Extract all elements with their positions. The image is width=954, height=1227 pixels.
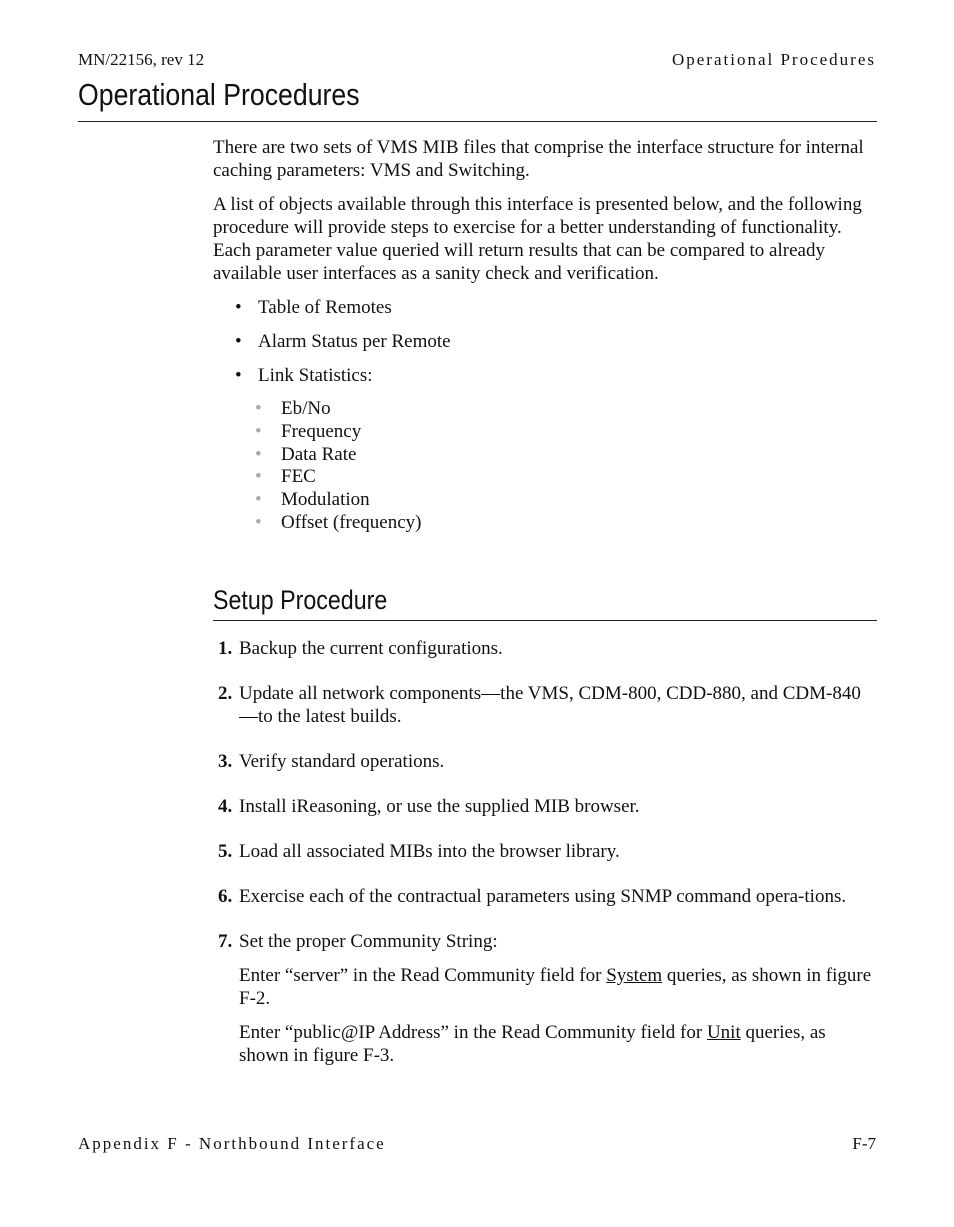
unit-term: Unit — [706, 1022, 741, 1043]
step-7: 7. Set the proper Community String: Enter “server” in the Read Community field for System queries, as shown in figure F-2. Enter “public@IP Address” in the Read Community field for Unit queries, as shown in figure F-3. — [218, 930, 878, 1067]
step-1: 1. Backup the current configurations. — [218, 638, 503, 659]
intro-section — [213, 136, 879, 535]
public-community-note: Enter “public@IP Address” in the Read Community field for Unit queries, as shown in figure F-3. — [239, 1022, 826, 1066]
list-item: • Link Statistics: — [235, 365, 373, 386]
server-community-note: Enter “server” in the Read Community field for System queries, as shown in figure F-2. — [239, 965, 872, 1009]
system-term: System — [606, 965, 663, 986]
section-rule — [213, 620, 877, 621]
sub-list-item: • Modulation — [255, 489, 370, 511]
sub-list-item: • Data Rate — [255, 443, 357, 465]
list-item: • Table of Remotes — [235, 297, 392, 318]
link-statistics-list — [213, 398, 879, 535]
sub-bullet-icon: • — [255, 398, 262, 419]
bullet-icon: • — [235, 365, 242, 386]
bullet-icon: • — [235, 331, 242, 352]
bullet-icon: • — [235, 297, 242, 318]
step-7-details — [239, 964, 878, 1067]
setup-steps — [218, 637, 878, 1089]
sub-list-item: • Frequency — [255, 420, 362, 442]
sub-bullet-icon: • — [255, 443, 262, 465]
sub-bullet-icon: • — [255, 420, 262, 442]
list-item: • Alarm Status per Remote — [235, 331, 451, 352]
intro-paragraph-2: A list of objects available through this interface is presented below, and the following procedure will provide steps to exercise for a better understanding of functionality. Each parameter value queried will return results that can be compared to already available user interfaces as a sanity check and verification. — [213, 194, 862, 284]
intro-paragraph-1: There are two sets of VMS MIB files that comprise the interface structure for internal caching parameters: VMS and Switching. — [213, 137, 864, 181]
page-number: F-7 — [852, 1134, 876, 1153]
footer-appendix: Appendix F - Northbound Interface — [78, 1134, 386, 1153]
header-section: Operational Procedures — [671, 50, 876, 69]
sub-bullet-icon: • — [255, 511, 262, 533]
sub-bullet-icon: • — [255, 466, 262, 488]
section-heading: Setup Procedure — [213, 585, 388, 615]
header-doc-id: MN/22156, rev 12 — [78, 50, 205, 69]
page-title: Operational Procedures — [78, 77, 360, 112]
step-4: 4. Install iReasoning, or use the supplied MIB browser. — [218, 796, 640, 817]
sub-list-item: • Eb/No — [255, 398, 331, 419]
step-2: 2. Update all network components—the VMS, CDM-800, CDD-880, and CDM-840—to the latest builds. — [218, 683, 861, 727]
step-5: 5. Load all associated MIBs into the browser library. — [218, 841, 620, 862]
sub-bullet-icon: • — [255, 489, 262, 511]
sub-list-item: • Offset (frequency) — [255, 511, 422, 533]
title-rule — [78, 121, 877, 122]
step-3: 3. Verify standard operations. — [218, 751, 445, 772]
step-6: 6. Exercise each of the contractual parameters using SNMP command opera-tions. — [218, 886, 847, 907]
object-list — [213, 296, 879, 387]
sub-list-item: • FEC — [255, 466, 316, 488]
